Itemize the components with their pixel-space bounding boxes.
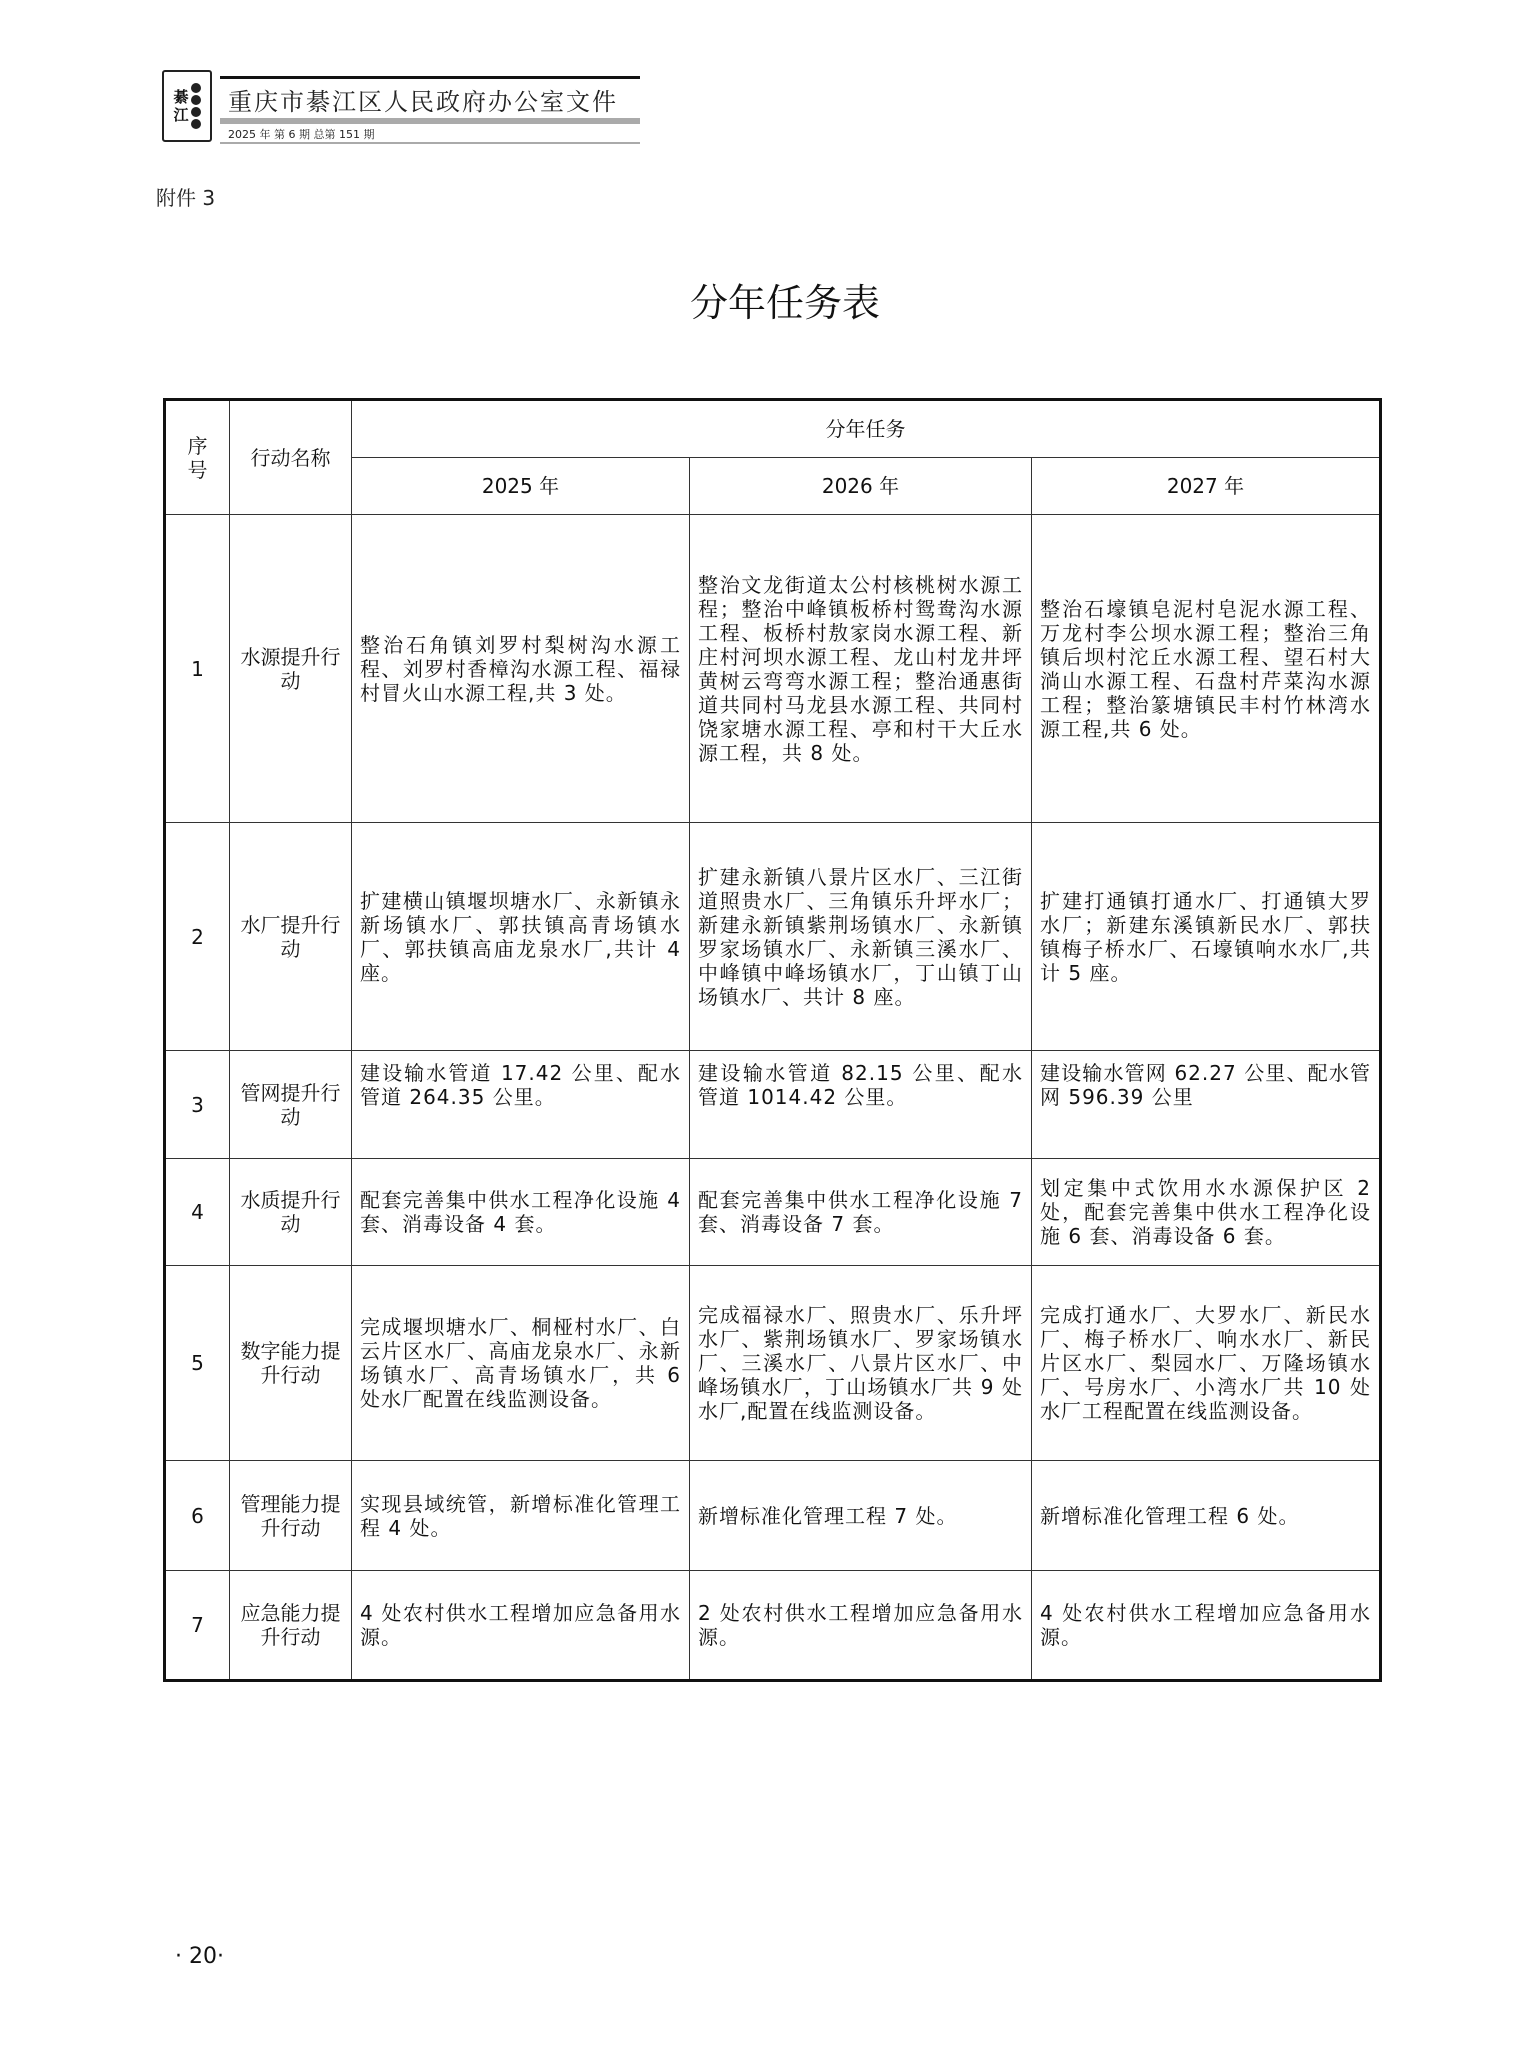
task-2025: 配套完善集中供水工程净化设施 4 套、消毒设备 4 套。: [352, 1159, 690, 1266]
task-2025: 建设输水管道 17.42 公里、配水管道 264.35 公里。: [352, 1051, 690, 1159]
qijiang-logo: [162, 70, 212, 142]
page-number: · 20·: [175, 1944, 224, 1969]
task-2025: 整治石角镇刘罗村梨树沟水源工程、刘罗村香樟沟水源工程、福禄村冒火山水源工程,共 3 处。: [352, 515, 690, 823]
header-year-2025: 2025 年: [352, 458, 690, 515]
row-seq: 3: [165, 1051, 230, 1159]
header-year-2027: 2027 年: [1032, 458, 1381, 515]
logo-badge-icon: [191, 119, 201, 129]
task-2027: 整治石壕镇皂泥村皂泥水源工程、万龙村李公坝水源工程；整治三角镇后坝村沱丘水源工程、望石村大淌山水源工程、石盘村芹菜沟水源工程；整治篆塘镇民丰村竹林湾水源工程,共 6 处。: [1032, 515, 1381, 823]
publication-title: 重庆市綦江区人民政府办公室文件: [228, 88, 618, 116]
task-2026: 新增标准化管理工程 7 处。: [690, 1461, 1032, 1571]
row-action: 管理能力提升行动: [230, 1461, 352, 1571]
divider: [220, 76, 640, 79]
table-row: [165, 1571, 1381, 1681]
task-2027: 新增标准化管理工程 6 处。: [1032, 1461, 1381, 1571]
logo-badge-icon: [191, 83, 201, 93]
table-row: [165, 1461, 1381, 1571]
row-seq: 4: [165, 1159, 230, 1266]
row-seq: 6: [165, 1461, 230, 1571]
task-2026: 整治文龙街道太公村核桃树水源工程；整治中峰镇板桥村鸳鸯沟水源工程、板桥村敖家岗水源工程、新庄村河坝水源工程、龙山村龙井坪黄树云弯弯水源工程；整治通惠街道共同村马龙县水源工程、共同村饶家塘水源工程、亭和村干大丘水源工程，共 8 处。: [690, 515, 1032, 823]
task-2026: 完成福禄水厂、照贵水厂、乐升坪水厂、紫荆场镇水厂、罗家场镇水厂、三溪水厂、八景片区水厂、中峰场镇水厂，丁山场镇水厂共 9 处水厂,配置在线监测设备。: [690, 1266, 1032, 1461]
task-2025: 扩建横山镇堰坝塘水厂、永新镇永新场镇水厂、郭扶镇高青场镇水厂、郭扶镇高庙龙泉水厂,共计 4 座。: [352, 823, 690, 1051]
logo-badge-icon: [191, 95, 201, 105]
table-row: [165, 1266, 1381, 1461]
row-action: 水源提升行动: [230, 515, 352, 823]
table-row: [165, 1051, 1381, 1159]
task-2026: 建设输水管道 82.15 公里、配水管道 1014.42 公里。: [690, 1051, 1032, 1159]
masthead-text-block: [220, 68, 640, 146]
row-action: 水厂提升行动: [230, 823, 352, 1051]
row-action: 数字能力提升行动: [230, 1266, 352, 1461]
logo-badges: [191, 83, 201, 129]
row-seq: 7: [165, 1571, 230, 1681]
task-2027: 完成打通水厂、大罗水厂、新民水厂、梅子桥水厂、响水水厂、新民片区水厂、梨园水厂、万隆场镇水厂、号房水厂、小湾水厂共 10 处水厂工程配置在线监测设备。: [1032, 1266, 1381, 1461]
task-2026: 扩建永新镇八景片区水厂、三江街道照贵水厂、三角镇乐升坪水厂；新建永新镇紫荆场镇水厂、永新镇罗家场镇水厂、永新镇三溪水厂、中峰镇中峰场镇水厂，丁山镇丁山场镇水厂、共计 8 座。: [690, 823, 1032, 1051]
task-2026: 2 处农村供水工程增加应急备用水源。: [690, 1571, 1032, 1681]
task-2027: 4 处农村供水工程增加应急备用水源。: [1032, 1571, 1381, 1681]
attachment-label: 附件 3: [156, 186, 216, 210]
table-row: [165, 515, 1381, 823]
masthead: [162, 68, 640, 146]
issue-info: 2025 年 第 6 期 总第 151 期: [228, 128, 375, 141]
logo-text: [173, 88, 188, 124]
annual-task-table: [163, 398, 1382, 1682]
task-2025: 完成堰坝塘水厂、桐桠村水厂、白云片区水厂、高庙龙泉水厂、永新场镇水厂、高青场镇水厂，共 6 处水厂配置在线监测设备。: [352, 1266, 690, 1461]
table-row: [165, 1159, 1381, 1266]
logo-char: 江: [173, 106, 189, 124]
task-2025: 实现县域统管，新增标准化管理工程 4 处。: [352, 1461, 690, 1571]
document-title: 分年任务表: [689, 281, 880, 325]
row-seq: 2: [165, 823, 230, 1051]
logo-badge-icon: [191, 107, 201, 117]
row-action: 管网提升行动: [230, 1051, 352, 1159]
header-year-2026: 2026 年: [690, 458, 1032, 515]
header-action: 行动名称: [230, 400, 352, 515]
task-2027: 扩建打通镇打通水厂、打通镇大罗水厂；新建东溪镇新民水厂、郭扶镇梅子桥水厂、石壕镇响水水厂,共计 5 座。: [1032, 823, 1381, 1051]
header-seq: [165, 400, 230, 515]
task-2026: 配套完善集中供水工程净化设施 7 套、消毒设备 7 套。: [690, 1159, 1032, 1266]
row-action: 应急能力提升行动: [230, 1571, 352, 1681]
logo-char: 綦: [173, 88, 189, 106]
row-seq: 1: [165, 515, 230, 823]
row-seq: 5: [165, 1266, 230, 1461]
header-seq-label: 序号: [187, 433, 208, 482]
divider: [220, 118, 640, 124]
divider: [220, 142, 640, 144]
header-annual-tasks: 分年任务: [352, 400, 1381, 458]
row-action: 水质提升行动: [230, 1159, 352, 1266]
task-2025: 4 处农村供水工程增加应急备用水源。: [352, 1571, 690, 1681]
table-row: [165, 823, 1381, 1051]
task-2027: 划定集中式饮用水水源保护区 2 处，配套完善集中供水工程净化设施 6 套、消毒设备 6 套。: [1032, 1159, 1381, 1266]
task-2027: 建设输水管网 62.27 公里、配水管网 596.39 公里: [1032, 1051, 1381, 1159]
